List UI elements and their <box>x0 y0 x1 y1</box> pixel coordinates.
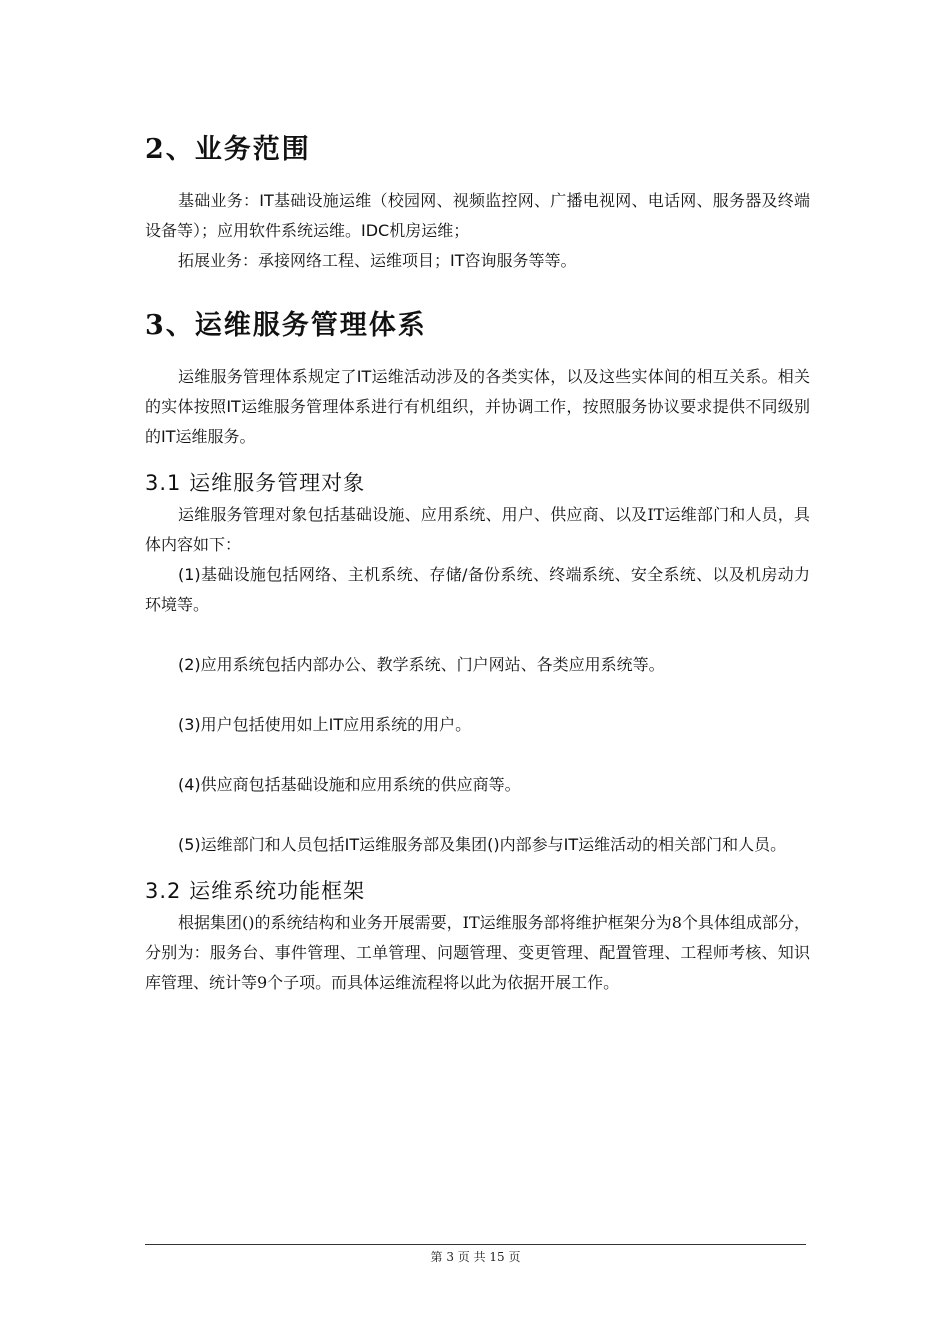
section-2-title: 2、业务范围 <box>145 134 311 165</box>
section-3-1-intro: 运维服务管理对象包括基础设施、应用系统、用户、供应商、以及IT运维部门和人员，具体内容如下： <box>145 505 810 554</box>
page-content <box>145 128 810 998</box>
section-3-paragraph: 运维服务管理体系规定了IT运维活动涉及的各类实体，以及这些实体间的相互关系。相关的实体按照IT运维服务管理体系进行有机组织，并协调工作，按照服务协议要求提供不同级别的IT运维服务。 <box>145 367 810 446</box>
section-3-title: 3、运维服务管理体系 <box>145 310 427 341</box>
list-item-suppliers: (4)供应商包括基础设施和应用系统的供应商等。 <box>178 775 521 794</box>
page-number: 第 3 页 共 15 页 <box>430 1250 521 1264</box>
footer-divider <box>145 1244 806 1245</box>
section-3-1-title: 3.1 运维服务管理对象 <box>145 471 366 495</box>
section-2-paragraph-extended: 拓展业务：承接网络工程、运维项目；IT咨询服务等等。 <box>178 251 577 270</box>
list-item-users: (3)用户包括使用如上IT应用系统的用户。 <box>178 715 472 734</box>
section-3-2-title: 3.2 运维系统功能框架 <box>145 879 366 903</box>
section-3-2-paragraph: 根据集团()的系统结构和业务开展需要，IT运维服务部将维护框架分为8个具体组成部分，分别为：服务台、事件管理、工单管理、问题管理、变更管理、配置管理、工程师考核、知识库管理、统计等9个子项。而具体运维流程将以此为依据开展工作。 <box>145 913 810 992</box>
list-item-departments: (5)运维部门和人员包括IT运维服务部及集团()内部参与IT运维活动的相关部门和人员。 <box>178 835 787 854</box>
list-item-infrastructure: (1)基础设施包括网络、主机系统、存储/备份系统、终端系统、安全系统、以及机房动力环境等。 <box>145 565 810 614</box>
section-2-paragraph-basic: 基础业务：IT基础设施运维（校园网、视频监控网、广播电视网、电话网、服务器及终端设备等）；应用软件系统运维。IDC机房运维； <box>145 191 810 240</box>
list-item-applications: (2)应用系统包括内部办公、教学系统、门户网站、各类应用系统等。 <box>178 655 665 674</box>
